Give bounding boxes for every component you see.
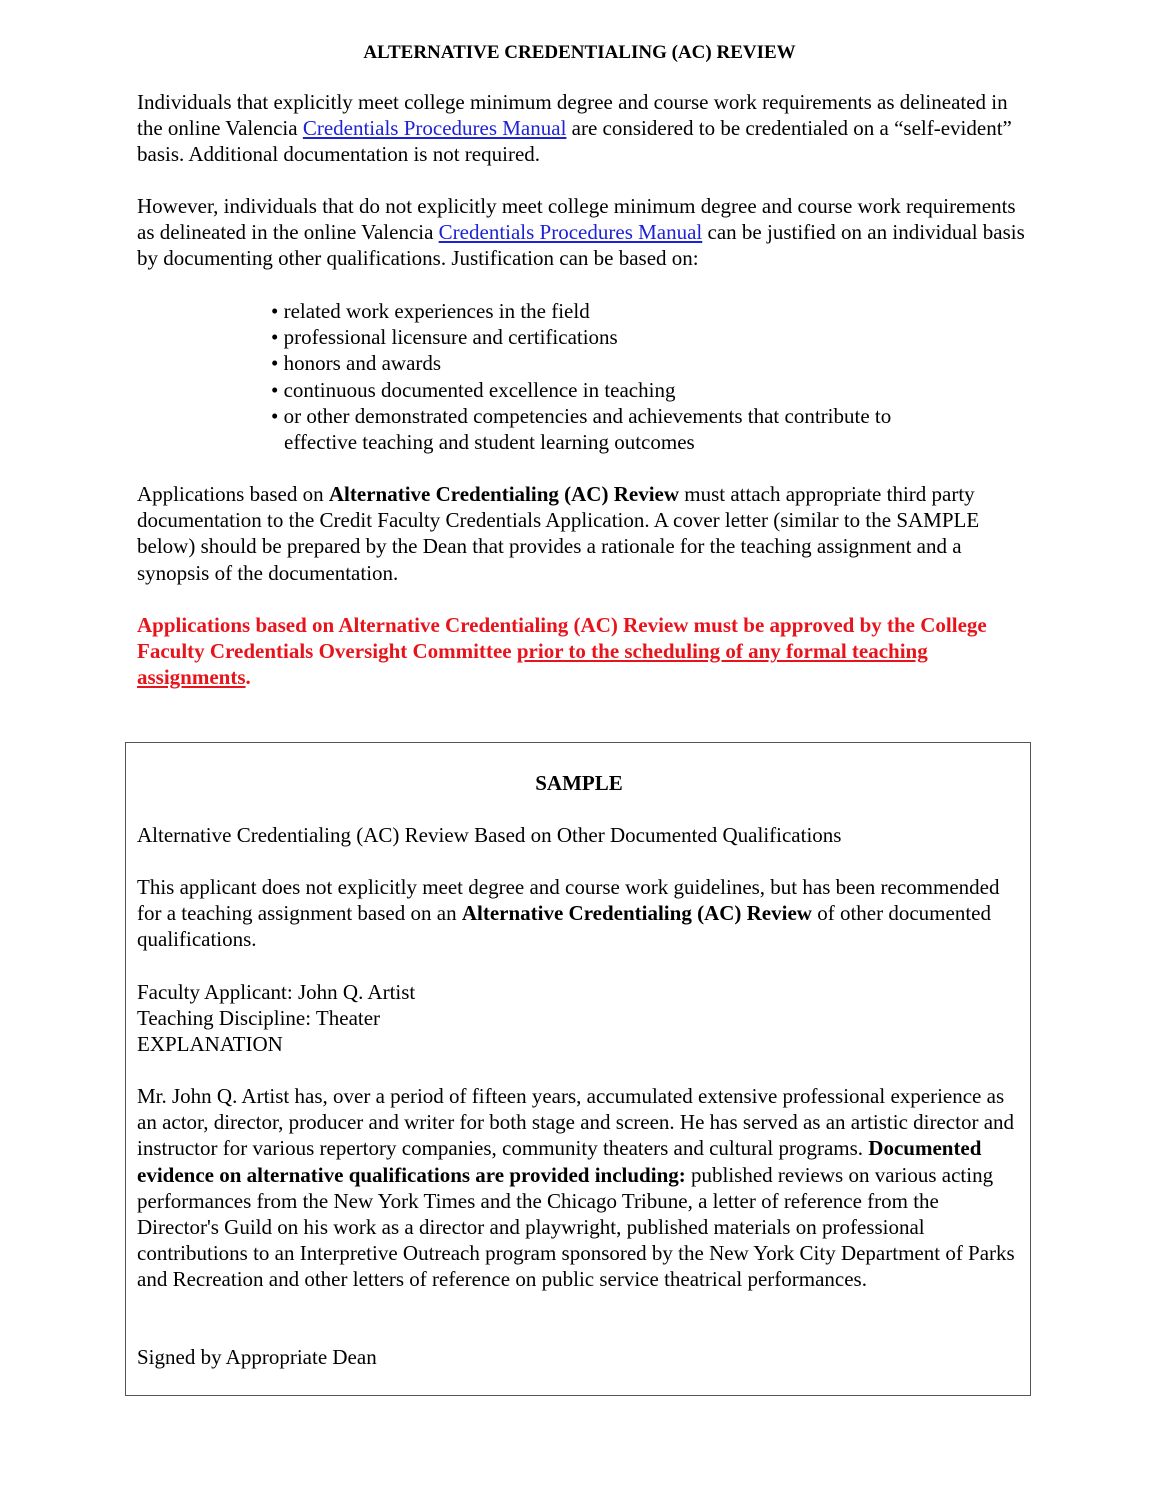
application-text-end: must attach appropriate third party documentation to the Credit Faculty Credentials Application. A cover letter (similar to the SAMPLE below) should be prepared by the Dean that provides a rationale for the teaching assignment and a synopsis of the documentation. [137, 482, 980, 585]
approval-warning [137, 612, 1037, 691]
sample-letter-box [125, 742, 1031, 1396]
list-item: • related work experiences in the field [271, 299, 590, 323]
list-item: • continuous documented excellence in teaching [271, 377, 676, 402]
teaching-discipline: Teaching Discipline: Theater [137, 1006, 381, 1031]
justification-list [271, 298, 991, 455]
sample-signature: Signed by Appropriate Dean [137, 1345, 377, 1369]
document-title: ALTERNATIVE CREDENTIALING (AC) REVIEW [363, 42, 796, 63]
sample-intro-end: of other documented qualifications. [137, 901, 991, 952]
justification-paragraph [137, 193, 1037, 272]
sample-explanation [137, 1083, 1017, 1293]
explanation-bold-text: Documented evidence on alternative qualifications are provided including: [137, 1136, 982, 1187]
list-item: • professional licensure and certifications [271, 325, 618, 350]
warning-period: . [245, 665, 251, 690]
explanation-text-start: Mr. John Q. Artist has, over a period of fifteen years, accumulated extensive professional experience as an actor, director, producer and writer for both stage and screen. He has served as an artistic director and instructor for various repertory companies, community theaters and cultural programs. [137, 1084, 1015, 1161]
list-item-continuation: effective teaching and student learning outcomes [284, 430, 695, 455]
sample-intro-start: This applicant does not explicitly meet degree and course work guidelines, but has been recommended for a teaching assignment based on an [137, 875, 1000, 926]
sample-subtitle: Alternative Credentialing (AC) Review Based on Other Documented Qualifications [137, 823, 842, 847]
sample-heading: SAMPLE [535, 771, 623, 795]
explanation-label: EXPLANATION [137, 1032, 283, 1057]
application-text-start: Applications based on [137, 482, 329, 506]
intro-text-end: are considered to be credentialed on a “self-evident” basis. Additional documentation is not required. [137, 116, 1012, 167]
sample-intro-bold: Alternative Credentialing (AC) Review [461, 901, 812, 926]
faculty-applicant: Faculty Applicant: John Q. Artist [137, 980, 416, 1004]
credentials-manual-link-2[interactable]: Credentials Procedures Manual [438, 220, 703, 245]
application-bold-term: Alternative Credentialing (AC) Review [328, 482, 680, 506]
justification-text-end: can be justified on an individual basis by documenting other qualifications. Justification can be based on: [137, 220, 1025, 271]
justification-text-start: However, individuals that do not explicitly meet college minimum degree and course work requirements as delineated in the online Valencia [137, 194, 1016, 245]
sample-applicant-info [137, 979, 1017, 1058]
explanation-text-end: published reviews on various acting performances from the New York Times and the Chicago Tribune, a letter of reference from the Director's Guild on his work as a director and playwright, published materials on professional contributions to an Interpretive Outreach program sponsored by the New York City Department of Parks and Recreation and other letters of reference on public service theatrical performances. [137, 1162, 1015, 1292]
credentials-manual-link[interactable]: Credentials Procedures Manual [302, 116, 567, 141]
application-paragraph [137, 481, 1037, 586]
warning-underlined-text: prior to the scheduling of any formal teaching assignments [137, 639, 928, 690]
warning-text: Applications based on Alternative Credentialing (AC) Review must be approved by the College Faculty Credentials Oversight Committee [137, 613, 987, 664]
intro-text-start: Individuals that explicitly meet college minimum degree and course work requirements as delineated in the online Valencia [137, 90, 1008, 141]
sample-intro [137, 874, 1017, 953]
intro-paragraph [137, 89, 1037, 168]
list-item: • honors and awards [271, 351, 442, 376]
list-item: • or other demonstrated competencies and achievements that contribute to [271, 403, 892, 428]
